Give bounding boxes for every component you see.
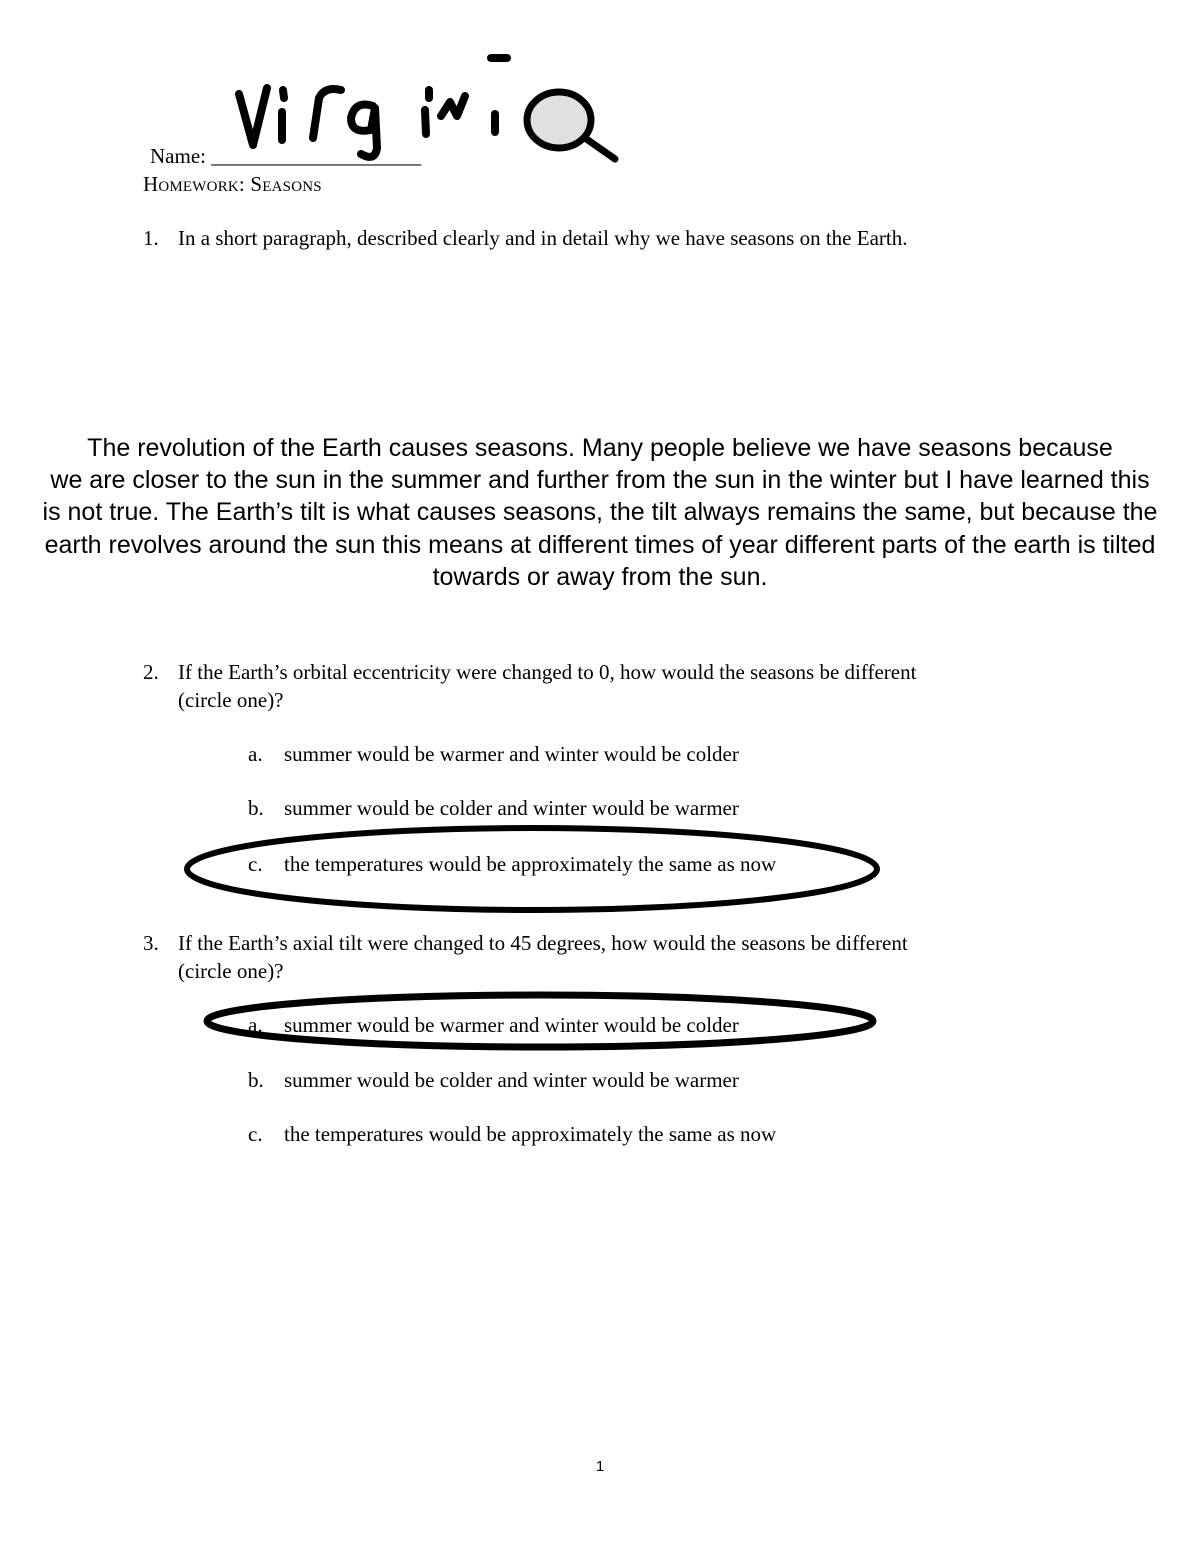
question-2-text-line2: (circle one)? xyxy=(178,688,284,712)
question-2-text-line1: If the Earth’s orbital eccentricity were changed to 0, how would the seasons be different xyxy=(178,660,917,684)
question-3-number: 3. xyxy=(143,931,159,955)
name-label: Name: ____________________ xyxy=(150,144,422,168)
answer-line-2: we are closer to the sun in the summer and further from the sun in the winter but I have learned this xyxy=(50,466,1150,495)
q3-option-a-text: summer would be warmer and winter would be colder xyxy=(284,1013,739,1037)
answer-line-1: The revolution of the Earth causes seasons. Many people believe we have seasons because xyxy=(87,434,1113,462)
q2-option-a-letter: a. xyxy=(248,742,263,766)
answer-line-3: is not true. The Earth’s tilt is what causes seasons, the tilt always remains the same, but because the xyxy=(42,498,1158,527)
q3-option-b-letter: b. xyxy=(248,1068,264,1092)
question-1-text: In a short paragraph, described clearly and in detail why we have seasons on the Earth. xyxy=(178,226,908,250)
q2-option-c-letter: c. xyxy=(248,852,263,876)
question-2-number: 2. xyxy=(143,660,159,684)
question-3-text-line1: If the Earth’s axial tilt were changed to 45 degrees, how would the seasons be different xyxy=(178,931,908,955)
q2-option-c-text: the temperatures would be approximately the same as now xyxy=(284,852,777,876)
question-1-number: 1. xyxy=(143,226,159,250)
q3-option-a-letter: a. xyxy=(248,1013,263,1037)
answer-paragraph xyxy=(0,432,1200,593)
q2-option-b-letter: b. xyxy=(248,796,264,820)
q2-option-a-text: summer would be warmer and winter would be colder xyxy=(284,742,739,766)
q2-option-b-text: summer would be colder and winter would be warmer xyxy=(284,796,739,820)
homework-title: Homework: Seasons xyxy=(143,172,322,196)
answer-line-4: earth revolves around the sun this means at different times of year different parts of the earth is tilted xyxy=(44,530,1156,559)
question-3-text-line2: (circle one)? xyxy=(178,959,284,983)
magnifier-doodle xyxy=(520,85,625,167)
q3-option-c-letter: c. xyxy=(248,1122,263,1146)
q3-option-b-text: summer would be colder and winter would be warmer xyxy=(284,1068,739,1092)
page-number: 1 xyxy=(595,1458,605,1475)
answer-line-5: towards or away from the sun. xyxy=(432,562,768,591)
q3-option-c-text: the temperatures would be approximately the same as now xyxy=(284,1122,777,1146)
